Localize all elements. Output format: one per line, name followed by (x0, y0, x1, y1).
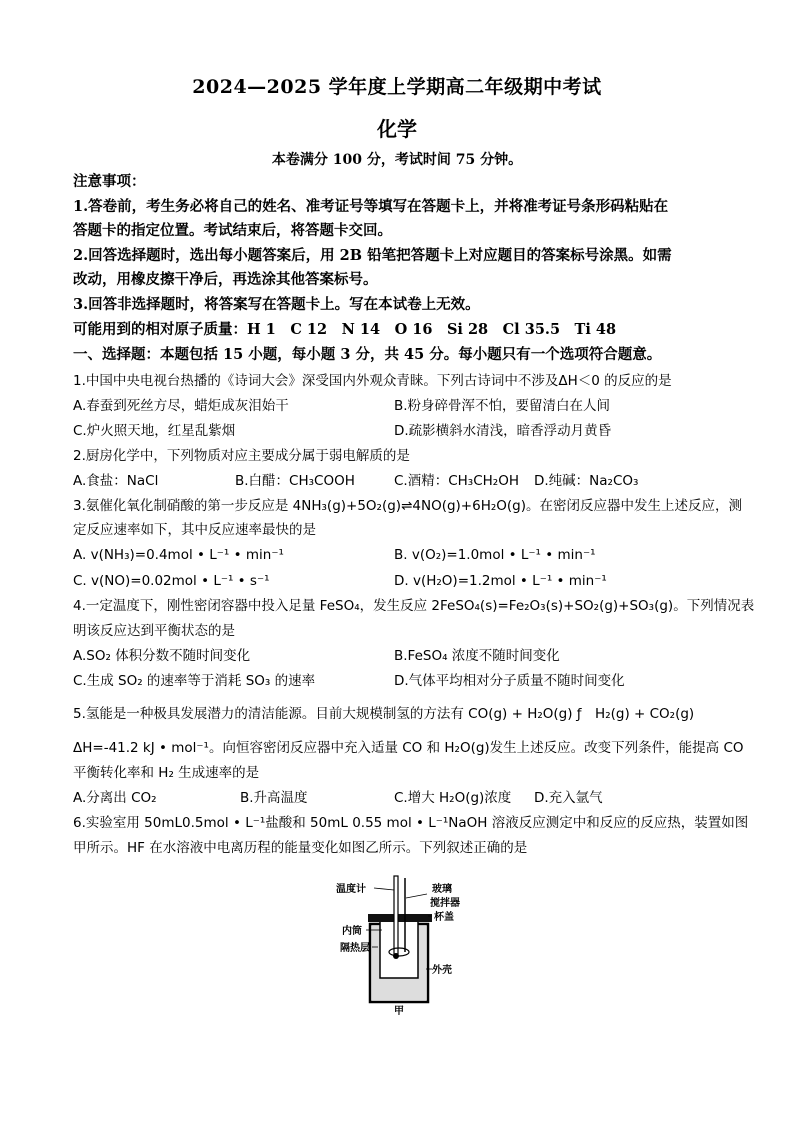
q2-stem: 2.厨房化学中，下列物质对应主要成分属于弱电解质的是 (73, 448, 410, 464)
q6-stem-line-2: 甲所示。HF 在水溶液中电离历程的能量变化如图乙所示。下列叙述正确的是 (73, 840, 528, 856)
q3-stem-line-2: 定反应速率如下，其中反应速率最快的是 (73, 522, 316, 538)
label-thermometer: 温度计 (336, 884, 366, 895)
section-1-heading: 一、选择题：本题包括 15 小题，每小题 3 分，共 45 分。每小题只有一个选项符合题意。 (73, 346, 662, 363)
q1-option-c: C.炉火照天地，红星乱紫烟 (73, 423, 236, 439)
q5-stem-line-3: 平衡转化率和 H₂ 生成速率的是 (73, 765, 260, 781)
subject-title: 化学 (377, 117, 417, 141)
q1-option-d: D.疏影横斜水清浅，暗香浮动月黄昏 (394, 423, 612, 439)
exam-meta: 本卷满分 100 分，考试时间 75 分钟。 (271, 152, 523, 168)
q1-stem: 1.中国中央电视台热播的《诗词大会》深受国内外观众青睐。下列古诗词中不涉及ΔH＜0 的反应的是 (73, 373, 672, 389)
label-stirrer-1: 玻璃 (432, 884, 452, 895)
q5-option-a: A.分离出 CO₂ (73, 790, 157, 806)
note-1-line-1: 1.答卷前，考生务必将自己的姓名、准考证号等填写在答题卡上，并将准考证号条形码粘贴在 (73, 198, 669, 215)
q5-stem-line-1: 5.氢能是一种极具发展潜力的清洁能源。目前大规模制氢的方法有 CO(g) + H₂O(g) ƒ H₂(g) + CO₂(g) (73, 706, 695, 722)
notes-heading: 注意事项： (73, 173, 146, 190)
q3-option-d: D. v(H₂O)=1.2mol • L⁻¹ • min⁻¹ (394, 573, 607, 589)
q2-option-c: C.酒精：CH₃CH₂OH (394, 473, 519, 489)
q4-stem-line-2: 明该反应达到平衡状态的是 (73, 623, 235, 639)
calorimeter-figure (328, 868, 474, 1018)
cup-lid (368, 914, 432, 922)
q4-option-d: D.气体平均相对分子质量不随时间变化 (394, 673, 625, 689)
q2-option-d: D.纯碱：Na₂CO₃ (534, 473, 639, 489)
q5-option-d: D.充入氩气 (534, 790, 603, 806)
figure-caption: 甲 (394, 1006, 404, 1017)
q4-option-c: C.生成 SO₂ 的速率等于消耗 SO₃ 的速率 (73, 673, 316, 689)
q3-option-c: C. v(NO)=0.02mol • L⁻¹ • s⁻¹ (73, 573, 270, 589)
label-lid: 杯盖 (434, 912, 454, 923)
q3-stem-line-1: 3.氨催化氧化制硝酸的第一步反应是 4NH₃(g)+5O₂(g)⇌4NO(g)+6H₂O(g)。在密闭反应器中发生上述反应，测 (73, 498, 742, 514)
note-1-line-2: 答题卡的指定位置。考试结束后，将答题卡交回。 (73, 222, 392, 239)
label-shell: 外壳 (432, 965, 452, 976)
note-2-line-1: 2.回答选择题时，选出每小题答案后，用 2B 铅笔把答题卡上对应题目的答案标号涂黑。如需 (73, 247, 672, 264)
q3-option-a: A. v(NH₃)=0.4mol • L⁻¹ • min⁻¹ (73, 547, 284, 563)
q4-option-b: B.FeSO₄ 浓度不随时间变化 (394, 648, 560, 664)
q6-stem-line-1: 6.实验室用 50mL0.5mol • L⁻¹盐酸和 50mL 0.55 mol • L⁻¹NaOH 溶液反应测定中和反应的反应热，装置如图 (73, 815, 749, 831)
q2-option-b: B.白醋：CH₃COOH (235, 473, 355, 489)
note-3: 3.回答非选择题时，将答案写在答题卡上。写在本试卷上无效。 (73, 296, 480, 313)
q5-option-c: C.增大 H₂O(g)浓度 (394, 790, 512, 806)
q2-option-a: A.食盐：NaCl (73, 473, 159, 489)
note-2-line-2: 改动，用橡皮擦干净后，再选涂其他答案标号。 (73, 271, 378, 288)
label-stirrer-2: 搅拌器 (430, 898, 460, 909)
label-insulation: 隔热层 (340, 943, 370, 954)
atomic-masses: 可能用到的相对原子质量：H 1 C 12 N 14 O 16 Si 28 Cl 35.5 Ti 48 (73, 321, 617, 338)
thermometer (394, 876, 398, 954)
q4-stem-line-1: 4.一定温度下，刚性密闭容器中投入足量 FeSO₄，发生反应 2FeSO₄(s)=Fe₂O₃(s)+SO₂(g)+SO₃(g)。下列情况表 (73, 598, 755, 614)
q1-option-b: B.粉身碎骨浑不怕，要留清白在人间 (394, 398, 611, 414)
q1-option-a: A.春蚕到死丝方尽，蜡炬成灰泪始干 (73, 398, 289, 414)
q5-stem-line-2: ΔH=-41.2 kJ • mol⁻¹。向恒容密闭反应器中充入适量 CO 和 H₂O(g)发生上述反应。改变下列条件，能提高 CO (73, 740, 744, 756)
q4-option-a: A.SO₂ 体积分数不随时间变化 (73, 648, 251, 664)
q5-option-b: B.升高温度 (240, 790, 308, 806)
q3-option-b: B. v(O₂)=1.0mol • L⁻¹ • min⁻¹ (394, 547, 596, 563)
exam-title: 2024—2025 学年度上学期高二年级期中考试 (192, 76, 602, 98)
label-inner-cup: 内筒 (342, 926, 362, 937)
